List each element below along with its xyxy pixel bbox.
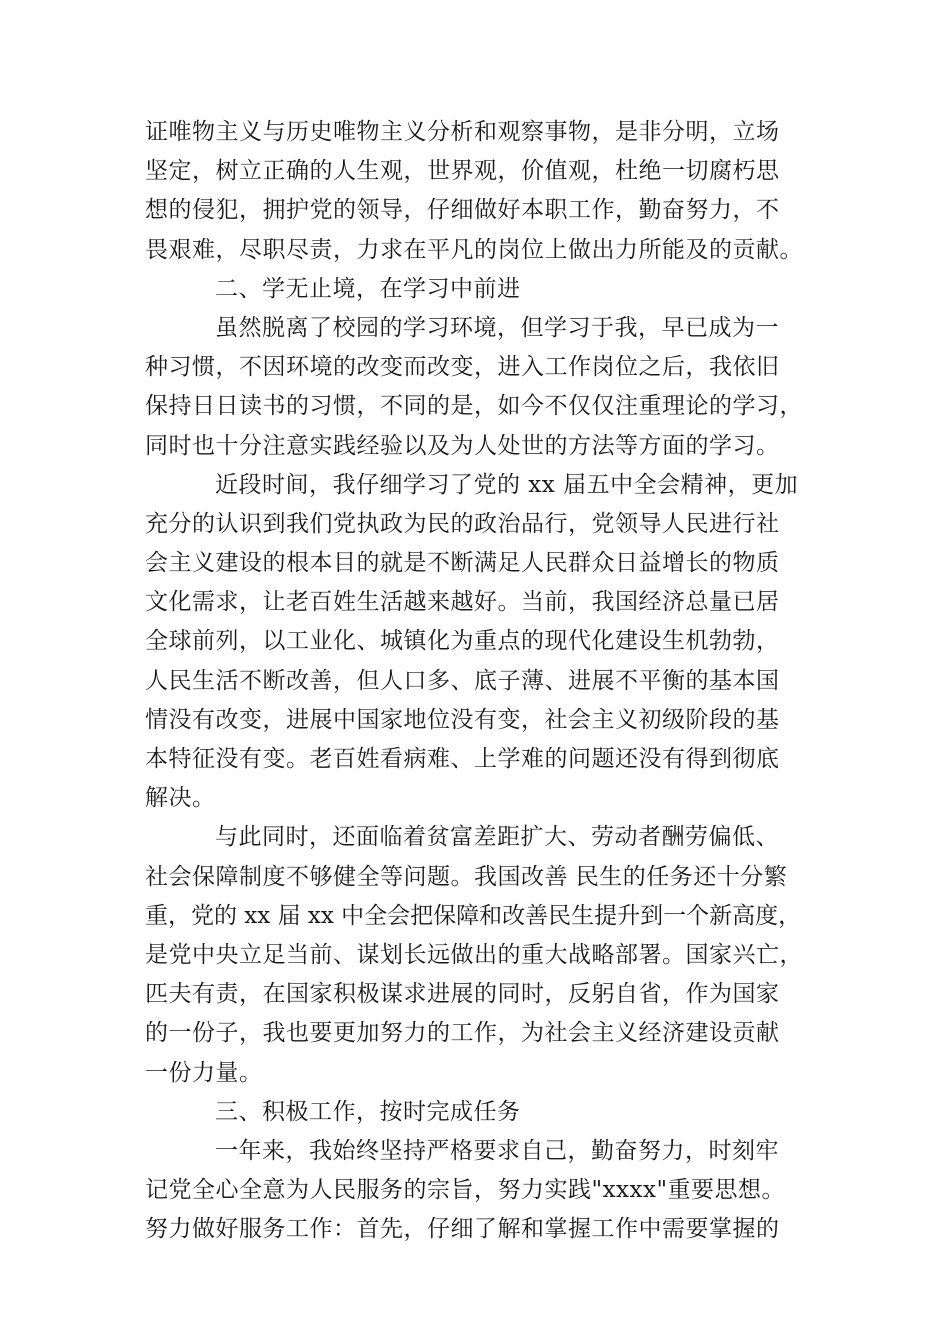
text-line: 解决。 <box>145 785 216 812</box>
text-line: 二、学无止境，在学习中前进 <box>215 275 521 302</box>
text-line: 是党中央立足当前、谋划长远做出的重大战略部署。国家兴亡， <box>145 941 803 968</box>
text-line: 充分的认识到我们党执政为民的政治品行，党领导人民进行社 <box>145 510 780 537</box>
text-line: 想的侵犯，拥护党的领导，仔细做好本职工作，勤奋努力，不 <box>145 197 780 224</box>
text-line: 重，党的 xx 届 xx 中全会把保障和改善民生提升到一个新高度， <box>145 902 802 929</box>
text-line: 社会保障制度不够健全等问题。我国改善 民生的任务还十分繁 <box>145 863 788 890</box>
document-body <box>145 113 805 1249</box>
text-line: 保持日日读书的习惯，不同的是，如今不仅仅注重理论的学习， <box>145 393 803 420</box>
text-line: 文化需求，让老百姓生活越来越好。当前，我国经济总量已居 <box>145 589 780 616</box>
text-line: 人民生活不断改善，但人口多、底子薄、进展不平衡的基本国 <box>145 667 780 694</box>
text-line: 的一份子，我也要更加努力的工作，为社会主义经济建设贡献 <box>145 1020 780 1047</box>
text-line: 一年来，我始终坚持严格要求自己，勤奋努力，时刻牢 <box>215 1137 779 1164</box>
text-line: 匹夫有责，在国家积极谋求进展的同时，反躬自省，作为国家 <box>145 981 780 1008</box>
text-line: 畏艰难，尽职尽责，力求在平凡的岗位上做出力所能及的贡献。 <box>145 236 803 263</box>
text-line: 会主义建设的根本目的就是不断满足人民群众日益增长的物质 <box>145 550 780 577</box>
text-line: 努力做好服务工作：首先，仔细了解和掌握工作中需要掌握的 <box>145 1216 780 1243</box>
text-line: 记党全心全意为人民服务的宗旨，努力实践"xxxx"重要思想。 <box>145 1177 786 1204</box>
text-line: 与此同时，还面临着贫富差距扩大、劳动者酬劳偏低、 <box>215 824 779 851</box>
text-line: 虽然脱离了校园的学习环境，但学习于我，早已成为一 <box>215 314 779 341</box>
text-line: 证唯物主义与历史唯物主义分析和观察事物，是非分明，立场 <box>145 119 780 145</box>
text-line: 坚定，树立正确的人生观，世界观，价值观，杜绝一切腐朽思 <box>145 158 780 185</box>
text-line: 近段时间，我仔细学习了党的 xx 届五中全会精神，更加 <box>215 471 799 498</box>
text-line: 一份力量。 <box>145 1059 263 1086</box>
text-line: 同时也十分注意实践经验以及为人处世的方法等方面的学习。 <box>145 432 780 459</box>
text-line: 三、积极工作，按时完成任务 <box>215 1098 521 1125</box>
text-line: 全球前列，以工业化、城镇化为重点的现代化建设生机勃勃， <box>145 628 780 655</box>
text-line: 本特征没有变。老百姓看病难、上学难的问题还没有得到彻底 <box>145 746 780 772</box>
text-line: 种习惯，不因环境的改变而改变，进入工作岗位之后，我依旧 <box>145 354 780 381</box>
text-line: 情没有改变，进展中国家地位没有变，社会主义初级阶段的基 <box>145 706 780 733</box>
